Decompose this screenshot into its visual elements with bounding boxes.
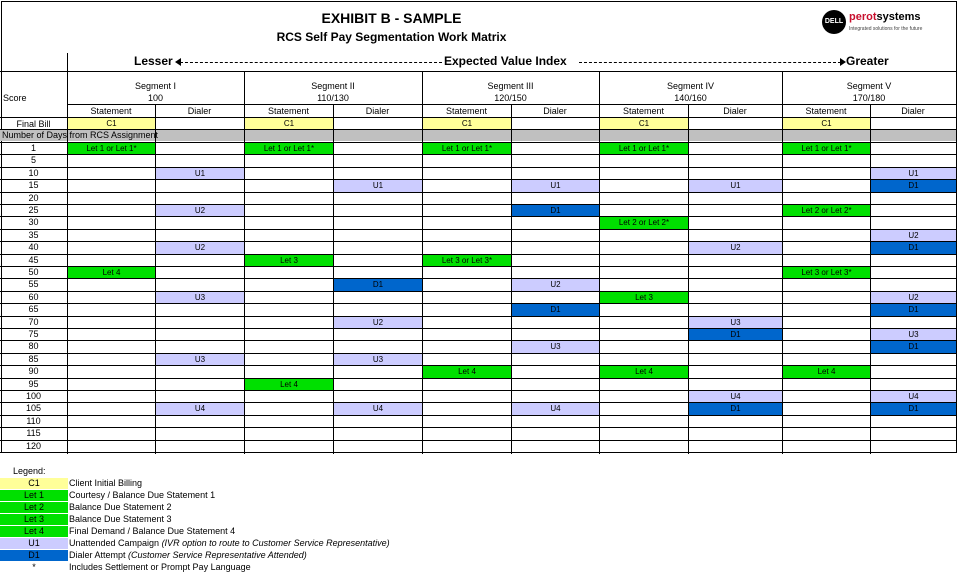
matrix-cell: U4 bbox=[871, 391, 956, 402]
grid-hline bbox=[0, 117, 956, 118]
matrix-cell: D1 bbox=[512, 304, 599, 315]
grid-hline bbox=[0, 452, 956, 453]
matrix-cell: U1 bbox=[334, 180, 422, 191]
company-logo bbox=[822, 8, 952, 38]
day-label: 20 bbox=[28, 192, 39, 203]
matrix-cell: U4 bbox=[156, 403, 244, 414]
grid-hline bbox=[0, 167, 956, 168]
legend-desc bbox=[69, 490, 215, 501]
matrix-cell: Let 4 bbox=[783, 366, 870, 377]
dialer-header: Dialer bbox=[187, 106, 212, 116]
legend-item bbox=[0, 550, 460, 561]
score-label: Score bbox=[3, 93, 27, 103]
segment-header bbox=[599, 72, 782, 104]
legend-item bbox=[0, 478, 460, 489]
matrix-cell: Let 2 or Let 2* bbox=[600, 217, 688, 228]
grid-hline bbox=[0, 154, 956, 155]
legend-key: C1 bbox=[0, 478, 68, 489]
matrix-cell: U3 bbox=[689, 317, 782, 328]
final-bill-cell: C1 bbox=[600, 118, 688, 130]
legend-desc-text: Includes Settlement or Prompt Pay Language bbox=[69, 562, 251, 572]
legend-desc bbox=[69, 502, 172, 513]
legend-desc bbox=[69, 514, 172, 525]
dialer-header: Dialer bbox=[365, 106, 390, 116]
legend-desc bbox=[69, 550, 307, 561]
legend-desc bbox=[69, 478, 142, 489]
days-header-row bbox=[0, 130, 956, 141]
legend-desc-text: Unattended Campaign bbox=[69, 538, 162, 548]
matrix-cell: U1 bbox=[512, 180, 599, 191]
matrix-cell: U3 bbox=[334, 354, 422, 365]
final-bill-cell: C1 bbox=[783, 118, 870, 130]
segment-header bbox=[422, 72, 599, 104]
grid-hline bbox=[0, 291, 956, 292]
legend-item bbox=[0, 562, 460, 573]
legend-desc-text: Balance Due Statement 2 bbox=[69, 502, 172, 512]
matrix-cell: Let 4 bbox=[68, 267, 155, 278]
grid-hline bbox=[0, 353, 956, 354]
dell-logo-icon: DELL bbox=[822, 10, 846, 34]
grid-hline bbox=[0, 390, 956, 391]
matrix-cell: U2 bbox=[871, 230, 956, 241]
matrix-cell: U2 bbox=[512, 279, 599, 290]
matrix-cell: Let 3 bbox=[600, 292, 688, 303]
day-label: 60 bbox=[28, 291, 39, 302]
day-label: 95 bbox=[28, 378, 39, 389]
legend-key: Let 3 bbox=[0, 514, 68, 525]
matrix-cell: D1 bbox=[871, 180, 956, 191]
matrix-cell: D1 bbox=[689, 403, 782, 414]
day-label: 30 bbox=[28, 217, 39, 228]
legend-desc-text: Balance Due Statement 3 bbox=[69, 514, 172, 524]
segment-name: Segment V bbox=[846, 81, 892, 91]
matrix-cell: U2 bbox=[334, 317, 422, 328]
grid-hline bbox=[0, 328, 956, 329]
matrix-cell: U3 bbox=[156, 354, 244, 365]
matrix-cell: Let 4 bbox=[245, 379, 333, 390]
legend-desc bbox=[69, 526, 235, 537]
logo-word-1: perot bbox=[849, 11, 877, 23]
grid-vline bbox=[67, 53, 68, 454]
matrix-cell: D1 bbox=[871, 242, 956, 253]
legend-item bbox=[0, 514, 460, 525]
legend-desc-text: Courtesy / Balance Due Statement 1 bbox=[69, 490, 216, 500]
statement-header: Statement bbox=[445, 106, 488, 116]
grid-hline bbox=[0, 278, 956, 279]
legend-desc-note: (IVR option to route to Customer Service Representative) bbox=[161, 538, 390, 548]
grid-hline bbox=[0, 192, 956, 193]
statement-header: Statement bbox=[90, 106, 132, 116]
segment-header bbox=[782, 72, 956, 104]
matrix-cell: Let 2 or Let 2* bbox=[783, 205, 870, 216]
matrix-cell: U3 bbox=[512, 341, 599, 352]
segment-score: 110/130 bbox=[317, 93, 349, 103]
day-label: 100 bbox=[25, 391, 42, 401]
segment-score: 170/180 bbox=[852, 93, 886, 103]
day-label: 10 bbox=[28, 167, 39, 178]
segment-score: 100 bbox=[147, 93, 164, 103]
day-label: 70 bbox=[28, 316, 39, 327]
final-bill-label: Final Bill bbox=[16, 119, 51, 129]
banner-dash-line-left bbox=[180, 62, 442, 63]
day-label: 1 bbox=[30, 143, 36, 153]
banner-lesser: Lesser bbox=[134, 54, 173, 68]
grid-hline bbox=[0, 378, 956, 379]
day-label: 110 bbox=[26, 415, 41, 426]
matrix-cell: U4 bbox=[334, 403, 422, 414]
statement-header: Statement bbox=[267, 106, 310, 116]
grid-hline bbox=[0, 71, 956, 72]
matrix-cell: D1 bbox=[871, 341, 956, 352]
legend-title: Legend: bbox=[13, 466, 46, 476]
matrix-cell: Let 1 or Let 1* bbox=[68, 143, 155, 154]
grid-hline bbox=[0, 427, 956, 428]
matrix-cell: Let 4 bbox=[423, 366, 511, 377]
day-label: 50 bbox=[28, 267, 39, 277]
legend-key: D1 bbox=[0, 550, 68, 561]
matrix-cell: Let 3 or Let 3* bbox=[783, 267, 870, 278]
matrix-cell: U2 bbox=[689, 242, 782, 253]
legend-item bbox=[0, 538, 460, 549]
final-bill-cell: C1 bbox=[68, 118, 155, 130]
matrix-cell: U2 bbox=[156, 242, 244, 253]
matrix-cell: U2 bbox=[156, 205, 244, 216]
grid-hline bbox=[0, 402, 956, 403]
day-label: 90 bbox=[28, 366, 39, 377]
segment-header bbox=[244, 72, 422, 104]
grid-vline bbox=[155, 104, 156, 454]
day-label: 105 bbox=[25, 403, 42, 414]
day-label: 25 bbox=[28, 205, 39, 215]
matrix-cell: U4 bbox=[689, 391, 782, 402]
matrix-cell: U2 bbox=[871, 292, 956, 303]
matrix-cell: U1 bbox=[156, 168, 244, 179]
grid-hline bbox=[0, 179, 956, 180]
day-label: 120 bbox=[25, 440, 42, 451]
grid-vline bbox=[599, 71, 600, 454]
logo-tagline: Integrated solutions for the future bbox=[849, 26, 923, 32]
matrix-cell: U3 bbox=[871, 329, 956, 340]
expected-value-banner bbox=[67, 54, 956, 71]
final-bill-cell: C1 bbox=[423, 118, 511, 130]
matrix-cell: Let 1 or Let 1* bbox=[423, 143, 511, 154]
legend-key: U1 bbox=[0, 538, 68, 549]
segment-header bbox=[67, 72, 244, 104]
day-label: 15 bbox=[28, 180, 39, 191]
grid-hline bbox=[0, 303, 956, 304]
grid-hline bbox=[0, 440, 956, 441]
matrix-cell: U1 bbox=[689, 180, 782, 191]
segment-name: Segment III bbox=[487, 81, 534, 91]
legend-item bbox=[0, 502, 460, 513]
banner-greater: Greater bbox=[846, 54, 889, 68]
matrix-cell: Let 1 or Let 1* bbox=[245, 143, 333, 154]
day-label: 65 bbox=[28, 304, 39, 315]
matrix-cell: D1 bbox=[871, 304, 956, 315]
segment-name: Segment II bbox=[311, 81, 355, 91]
day-label: 115 bbox=[26, 428, 41, 439]
matrix-cell: U1 bbox=[871, 168, 956, 179]
legend-desc-text: Dialer Attempt bbox=[69, 550, 129, 560]
matrix-cell: D1 bbox=[871, 403, 956, 414]
logo-word-2: systems bbox=[876, 11, 921, 23]
page-subtitle: RCS Self Pay Segmentation Work Matrix bbox=[276, 30, 507, 44]
page-title: EXHIBIT B - SAMPLE bbox=[321, 10, 462, 26]
days-header-label: Number of Days from RCS Assignment bbox=[2, 130, 159, 140]
matrix-cell: Let 3 bbox=[245, 255, 333, 266]
matrix-cell: D1 bbox=[512, 205, 599, 216]
legend-desc bbox=[69, 562, 251, 573]
day-label: 80 bbox=[28, 341, 39, 352]
segment-name: Segment IV bbox=[666, 81, 715, 91]
dialer-header: Dialer bbox=[901, 106, 925, 116]
grid-hline bbox=[0, 316, 956, 317]
matrix-cell: Let 3 or Let 3* bbox=[423, 255, 511, 266]
segment-name: Segment I bbox=[134, 81, 177, 91]
legend-key: Let 4 bbox=[0, 526, 68, 537]
grid-hline bbox=[0, 216, 956, 217]
matrix-cell: U4 bbox=[512, 403, 599, 414]
segment-score: 140/160 bbox=[674, 93, 707, 103]
legend-key: Let 1 bbox=[0, 490, 68, 501]
matrix-cell: D1 bbox=[689, 329, 782, 340]
grid-vline bbox=[782, 71, 783, 454]
day-label: 85 bbox=[28, 353, 39, 364]
matrix-cell: D1 bbox=[334, 279, 422, 290]
matrix-cell: U3 bbox=[156, 292, 244, 303]
segment-score: 120/150 bbox=[494, 93, 527, 103]
grid-hline bbox=[0, 241, 956, 242]
day-label: 5 bbox=[30, 155, 36, 166]
legend-key: * bbox=[32, 562, 36, 572]
legend-item bbox=[0, 526, 460, 537]
legend-item bbox=[0, 490, 460, 501]
legend-desc-text: Client Initial Billing bbox=[69, 478, 143, 488]
banner-dash-line-right bbox=[579, 62, 841, 63]
logo-wordmark bbox=[849, 11, 921, 23]
legend-desc bbox=[69, 538, 390, 549]
matrix-cell: Let 1 or Let 1* bbox=[783, 143, 870, 154]
statement-header: Statement bbox=[805, 106, 847, 116]
grid-hline bbox=[0, 229, 956, 230]
day-label: 45 bbox=[28, 254, 39, 265]
dialer-header: Dialer bbox=[543, 106, 567, 116]
dialer-header: Dialer bbox=[723, 106, 747, 116]
matrix-cell: Let 1 or Let 1* bbox=[600, 143, 688, 154]
grid-hline bbox=[0, 129, 956, 130]
grid-hline bbox=[0, 415, 956, 416]
day-label: 35 bbox=[28, 229, 39, 240]
banner-center: Expected Value Index bbox=[444, 54, 567, 68]
day-label: 40 bbox=[28, 242, 39, 253]
legend-desc-note: (Customer Service Representative Attended) bbox=[128, 550, 307, 560]
legend-desc-text: Final Demand / Balance Due Statement 4 bbox=[69, 526, 236, 536]
grid-hline bbox=[0, 340, 956, 341]
final-bill-cell: C1 bbox=[245, 118, 333, 130]
legend-key: Let 2 bbox=[0, 502, 68, 513]
day-label: 55 bbox=[28, 279, 39, 290]
statement-header: Statement bbox=[622, 106, 665, 116]
matrix-cell: Let 4 bbox=[600, 366, 688, 377]
day-label: 75 bbox=[28, 329, 39, 339]
